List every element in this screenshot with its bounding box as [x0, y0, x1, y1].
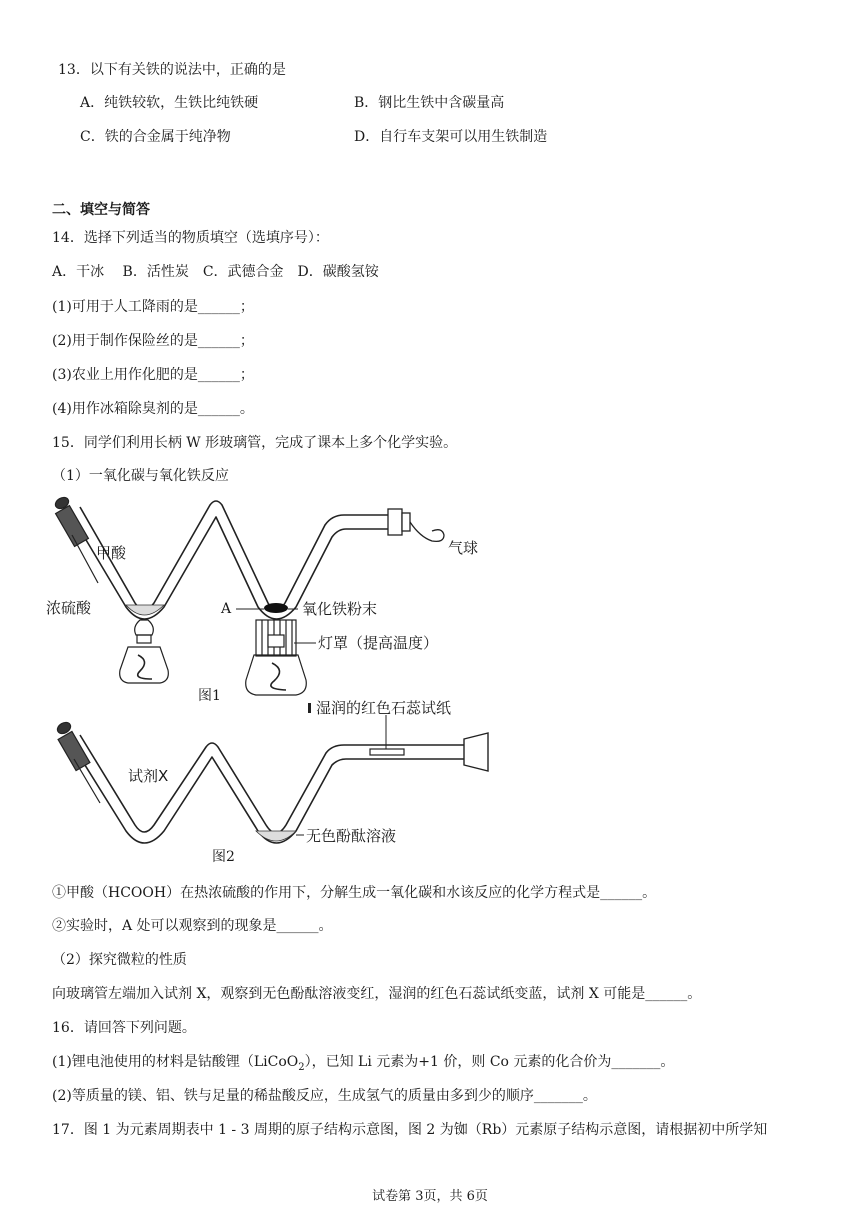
label-balloon: 气球 — [448, 539, 479, 557]
iron-oxide-powder — [264, 603, 288, 613]
q15-part1-title: （1）一氧化碳与氧化铁反应 — [52, 468, 229, 484]
q13-option-d: D．自行车支架可以用生铁制造 — [354, 129, 548, 145]
dropper-icon — [53, 495, 98, 583]
q14-item-1: (1)可用于人工降雨的是______； — [52, 299, 254, 315]
alcohol-lamp-cover-icon — [246, 620, 307, 695]
label-point-a: A — [221, 601, 232, 617]
figure-2-caption: 图2 — [212, 849, 235, 865]
w-tube-outer — [80, 501, 390, 610]
figure-2-apparatus — [40, 695, 510, 870]
figure-1-caption: 图1 — [198, 688, 221, 704]
q14-options: A．干冰 B．活性炭 C．武德合金 D．碳酸氢铵 — [52, 264, 379, 280]
q16-item-1 — [52, 1052, 674, 1078]
label-litmus: 湿润的红色石蕊试纸 — [316, 699, 452, 717]
alcohol-lamp-icon — [120, 620, 169, 683]
q14-item-4: (4)用作冰箱除臭剂的是______。 — [52, 401, 254, 417]
label-lamp-cover: 灯罩（提高温度） — [318, 634, 439, 652]
q16-item-1-post: ），已知 Li 元素为+1 价，则 Co 元素的化合价为_______。 — [304, 1054, 675, 1070]
dropper-icon-2 — [55, 720, 100, 803]
q14-item-3: (3)农业上用作化肥的是______； — [52, 367, 254, 383]
page-footer: 试卷第 3页，共 6页 — [372, 1189, 488, 1204]
q13-option-a: A．纯铁较软，生铁比纯铁硬 — [80, 95, 259, 111]
q16-item-1-pre: (1)锂电池使用的材料是钴酸锂（LiCoO — [52, 1054, 299, 1070]
q15-stem: 15．同学们利用长柄 W 形玻璃管，完成了课本上多个化学实验。 — [52, 435, 458, 451]
label-phenolphthalein: 无色酚酞溶液 — [306, 827, 397, 845]
q13-option-c: C．铁的合金属于纯净物 — [80, 129, 231, 145]
phenolphthalein-liquid — [256, 831, 296, 841]
balloon-icon — [388, 509, 444, 541]
q14-item-2: (2)用于制作保险丝的是______； — [52, 333, 254, 349]
q15-sub-1: ①甲酸（HCOOH）在热浓硫酸的作用下，分解生成一氧化碳和水该反应的化学方程式是______。 — [52, 885, 657, 901]
q15-sub-2: ②实验时，A 处可以观察到的现象是______。 — [52, 918, 333, 934]
q17-stem: 17．图 1 为元素周期表中 1 - 3 周期的原子结构示意图，图 2 为铷（Rb）元素原子结构示意图，请根据初中所学知 — [52, 1122, 768, 1138]
q13-option-b: B．钢比生铁中含碳量高 — [354, 95, 505, 111]
section-title: 二、填空与简答 — [52, 202, 150, 218]
q15-part2-text: 向玻璃管左端加入试剂 X，观察到无色酚酞溶液变红，湿润的红色石蕊试纸变蓝，试剂 X 可能是______。 — [52, 986, 702, 1002]
litmus-paper-strip — [370, 749, 404, 755]
q14-stem: 14．选择下列适当的物质填空（选填序号）： — [52, 230, 329, 246]
label-reagent-x: 试剂X — [128, 767, 169, 785]
q15-part2-title: （2）探究微粒的性质 — [52, 952, 187, 968]
label-formic-acid: 甲酸 — [96, 544, 127, 562]
q16-item-1-sub: 2 — [298, 1061, 305, 1073]
tube-end-stopper — [464, 733, 488, 771]
q16-item-2: (2)等质量的镁、铝、铁与足量的稀盐酸反应，生成氢气的质量由多到少的顺序_______。 — [52, 1088, 597, 1104]
figure-1-apparatus — [40, 495, 510, 710]
label-iron-oxide: 氧化铁粉末 — [302, 600, 378, 618]
w-tube-inner-2 — [70, 741, 480, 843]
q13-stem: 13．以下有关铁的说法中，正确的是 — [58, 62, 286, 78]
label-conc-acid: 浓硫酸 — [46, 599, 92, 617]
q16-stem: 16．请回答下列问题。 — [52, 1020, 196, 1036]
